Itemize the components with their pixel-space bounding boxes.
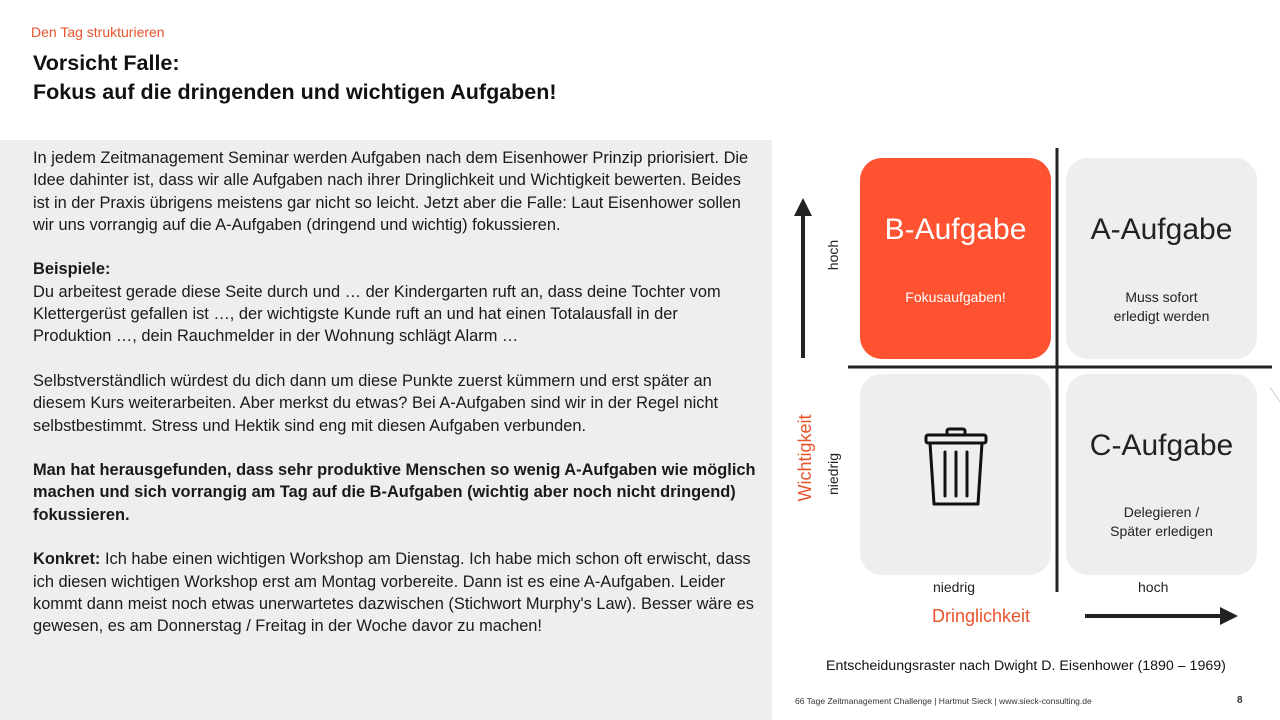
x-high-label: hoch [1138, 579, 1169, 595]
page-number: 8 [1237, 695, 1243, 706]
section-label: Den Tag strukturieren [31, 24, 165, 40]
concrete-paragraph [33, 548, 758, 637]
x-axis-label: Dringlichkeit [932, 606, 1031, 626]
title-line-1: Vorsicht Falle: [33, 51, 180, 75]
quadrant-c-subtitle-line-2: Später erledigen [1110, 523, 1213, 539]
examples-heading: Beispiele: [33, 260, 111, 279]
matrix-caption: Entscheidungsraster nach Dwight D. Eisenhower (1890 – 1969) [826, 658, 1226, 674]
examples-paragraph [33, 258, 758, 347]
body-text [33, 147, 758, 660]
concrete-text: Ich habe einen wichtigen Workshop am Dienstag. Ich habe mich schon oft erwischt, dass ich diesen wichtigen Workshop erst am Montag vorbereite. Dann ist es eine A-Aufgaben. Leider kommt dann meist noch etwas unerwartetes dazwischen (Stichwort Murphy's Law). Besser wäre es gewesen, es am Donnerstag / Freitag in der Woche davor zu machen! [33, 550, 754, 636]
urgency-arrow [1085, 607, 1238, 625]
quadrant-b-title: B-Aufgabe [884, 213, 1027, 246]
key-finding-text: Man hat herausgefunden, dass sehr produktive Menschen so wenig A-Aufgaben wie möglich machen und sich vorrangig am Tag auf die B-Aufgaben (wichtig aber noch nicht dringend) fokussieren. [33, 461, 756, 524]
y-high-label: hoch [825, 239, 841, 271]
title-line-2: Fokus auf die dringenden und wichtigen Aufgaben! [33, 80, 557, 104]
page-title [33, 49, 557, 107]
footer-text: 66 Tage Zeitmanagement Challenge | Hartmut Sieck | www.sieck-consulting.de [795, 696, 1092, 706]
y-low-label: niedrig [825, 452, 841, 496]
key-finding-paragraph [33, 459, 758, 526]
quadrant-c-title: C-Aufgabe [1089, 429, 1234, 462]
quadrant-c-subtitle-line-1: Delegieren / [1123, 504, 1200, 520]
importance-arrow [794, 198, 812, 358]
quadrant-a-subtitle-line-1: Muss sofort [1125, 289, 1198, 305]
y-axis-label: Wichtigkeit [795, 414, 815, 502]
concrete-label: Konkret: [33, 550, 101, 569]
quadrant-a-title: A-Aufgabe [1090, 213, 1233, 246]
edge-mark [1270, 387, 1280, 402]
quadrant-a-subtitle-line-2: erledigt werden [1113, 308, 1210, 324]
quadrant-b-subtitle: Fokusaufgaben! [905, 289, 1006, 305]
examples-text: Du arbeitest gerade diese Seite durch und … der Kindergarten ruft an, dass deine Tochter vom Klettergerüst gefallen ist …, der wichtigste Kunde ruft an und hat einen Totalausfall in der Produktion …, dein Rauchmelder in der Wohnung schlägt Alarm … [33, 282, 721, 346]
intro-paragraph: In jedem Zeitmanagement Seminar werden Aufgaben nach dem Eisenhower Prinzip priorisiert. Die Idee dahinter ist, dass wir alle Aufgaben nach ihrer Dringlichkeit und Wichtigkeit bewerten. Beides ist in der Praxis übrigens meistens gar nicht so leicht. Jetzt aber die Falle: Laut Eisenhower sollen wir uns vorrangig auf die A-Aufgaben (dringend und wichtig) fokussieren. [33, 149, 749, 234]
matrix-lines [780, 140, 1280, 640]
x-low-label: niedrig [933, 579, 976, 595]
consequence-paragraph: Selbstverständlich würdest du dich dann um diese Punkte zuerst kümmern und erst später an diesem Kurs weiterarbeiten. Aber merkst du etwas? Bei A-Aufgaben sind wir in der Regel nicht selbstbestimmt. Stress und Hektik sind eng mit diesen Aufgaben verbunden. [33, 371, 719, 435]
